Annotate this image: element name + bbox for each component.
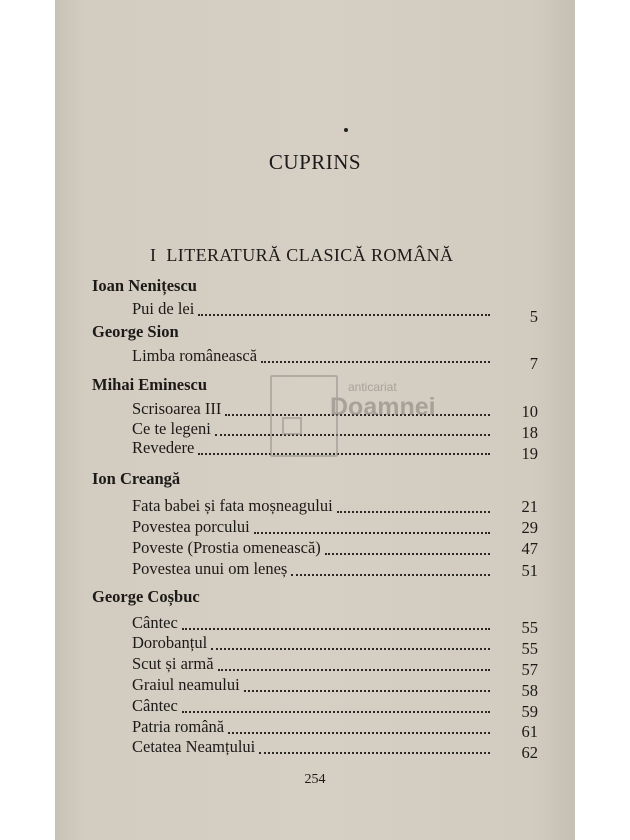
work-title: Revedere	[132, 438, 195, 457]
page-number: 5	[529, 307, 538, 326]
work-title: Povestea porcului	[132, 517, 250, 536]
dot-leader	[218, 669, 490, 671]
page-title: CUPRINS	[268, 150, 362, 174]
toc-entry	[132, 717, 490, 737]
page-number: 21	[521, 497, 538, 516]
dot-leader	[244, 690, 490, 692]
work-title: Cetatea Neamțului	[132, 737, 256, 756]
page-number: 58	[521, 681, 538, 700]
page-number: 55	[521, 618, 538, 637]
watermark-small-text: anticariat	[348, 380, 397, 394]
page-number: 29	[521, 518, 538, 537]
page-number: 59	[521, 702, 538, 721]
watermark-big-text: Doamnei	[330, 393, 436, 421]
work-title: Scrisoarea III	[132, 399, 222, 418]
toc-entry	[132, 696, 490, 716]
dot-leader	[259, 752, 490, 754]
work-title: Fata babei și fata moșneagului	[132, 496, 333, 515]
author-heading: George Coșbuc	[92, 587, 200, 606]
section-title: LITERATURĂ CLASICĂ ROMÂNĂ	[166, 245, 454, 265]
work-title: Limba românească	[132, 346, 258, 365]
ink-dot	[344, 128, 348, 132]
page-number: 7	[529, 354, 538, 373]
work-title: Graiul neamului	[132, 675, 240, 694]
dot-leader	[182, 628, 490, 630]
dot-leader	[228, 732, 490, 734]
toc-entry	[132, 517, 490, 537]
page-number: 55	[521, 639, 538, 658]
toc-entry	[132, 299, 490, 319]
author-heading: Ioan Nenițescu	[92, 276, 197, 295]
dot-leader	[261, 361, 490, 363]
toc-entry	[132, 559, 490, 579]
page-number: 19	[521, 444, 538, 463]
toc-entry	[132, 496, 490, 516]
toc-entry	[132, 633, 490, 653]
dot-leader	[291, 574, 490, 576]
page-number: 61	[521, 722, 538, 741]
dot-leader	[198, 314, 490, 316]
book-page	[55, 0, 575, 840]
page-number: 57	[521, 660, 538, 679]
toc-entry	[132, 346, 490, 366]
dot-leader	[254, 532, 490, 534]
work-title: Dorobanțul	[132, 633, 208, 652]
watermark-square-icon	[282, 417, 302, 435]
page-number: 47	[521, 539, 538, 558]
dot-leader	[337, 511, 490, 513]
author-heading: George Sion	[92, 322, 179, 341]
toc-entry	[132, 613, 490, 633]
section-heading	[150, 245, 453, 266]
page-number: 10	[521, 402, 538, 421]
author-heading: Mihai Eminescu	[92, 375, 208, 394]
work-title: Cântec	[132, 613, 178, 632]
page-number: 62	[521, 743, 538, 762]
work-title: Ce te legeni	[132, 419, 211, 438]
watermark-frame-icon	[270, 375, 338, 457]
dot-leader	[182, 711, 490, 713]
author-heading: Ion Creangă	[92, 469, 181, 488]
dot-leader	[325, 553, 490, 555]
work-title: Patria română	[132, 717, 225, 736]
watermark-logo	[270, 375, 440, 460]
page-number: 51	[521, 561, 538, 580]
toc-entry	[132, 675, 490, 695]
page-folio: 254	[304, 772, 326, 787]
section-number: I	[150, 245, 157, 265]
work-title: Povestea unui om leneș	[132, 559, 288, 578]
page-number: 18	[521, 423, 538, 442]
work-title: Scut și armă	[132, 654, 214, 673]
toc-entry	[132, 654, 490, 674]
toc-entry	[132, 737, 490, 757]
work-title: Poveste (Prostia omenească)	[132, 538, 321, 557]
toc-entry	[132, 538, 490, 558]
work-title: Cântec	[132, 696, 178, 715]
dot-leader	[211, 648, 490, 650]
work-title: Pui de lei	[132, 299, 195, 318]
